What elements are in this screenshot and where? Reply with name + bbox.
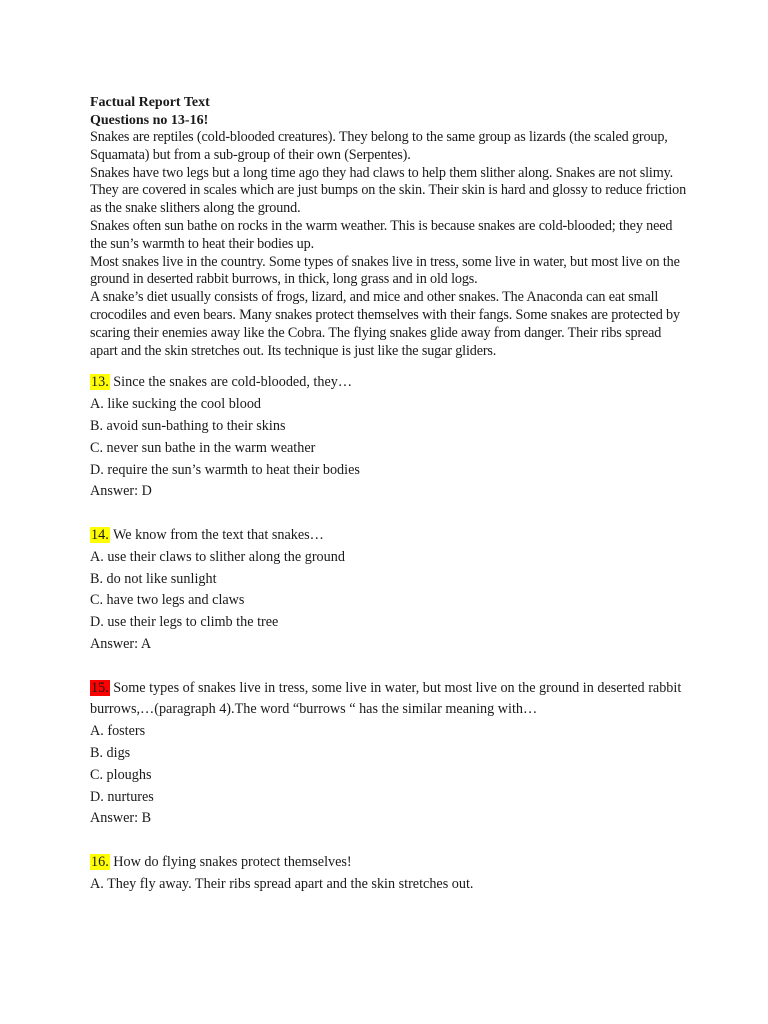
answer-key: Answer: D	[90, 483, 152, 500]
question-text: We know from the text that snakes…	[109, 526, 324, 543]
answer-option: A. like sucking the cool blood	[90, 396, 262, 413]
question-14	[90, 525, 690, 656]
answer-option: B. avoid sun-bathing to their skins	[90, 417, 286, 434]
passage-paragraph-3: Snakes often sun bathe on rocks in the warm weather. This is because snakes are cold-blooded; they need the sun’s warmth to heat their bodies up.	[90, 217, 673, 252]
answer-option: C. have two legs and claws	[90, 592, 245, 609]
passage-paragraph-4: Most snakes live in the country. Some types of snakes live in tress, some live in water, but most live on the ground in deserted rabbit burrows, in thick, long grass and in old logs.	[90, 253, 680, 288]
answer-option: C. never sun bathe in the warm weather	[90, 439, 316, 456]
answer-option: A. use their claws to slither along the ground	[90, 548, 345, 565]
answer-key: Answer: A	[90, 635, 152, 652]
question-text: Some types of snakes live in tress, some live in water, but most live on the ground in deserted rabbit burrows,…(paragraph 4).The word “burrows “ has the similar meaning with…	[90, 679, 682, 718]
question-stem	[90, 372, 690, 394]
answer-option: C. ploughs	[90, 766, 152, 783]
answer-option: A. They fly away. Their ribs spread apart and the skin stretches out.	[90, 875, 474, 892]
answer-option: D. nurtures	[90, 788, 154, 805]
questions-heading: Questions no 13-16!	[90, 112, 209, 128]
question-stem	[90, 852, 690, 874]
answer-option: D. use their legs to climb the tree	[90, 614, 279, 631]
question-number-highlight: 14.	[91, 526, 109, 543]
passage-paragraph-2: Snakes have two legs but a long time ago they had claws to help them slither along. Snakes are not slimy. They are covered in scales which are just bumps on the skin. Their skin is hard and glossy to reduce friction as the snake slithers along the ground.	[90, 164, 687, 217]
document-page	[90, 94, 690, 895]
answer-key: Answer: B	[90, 810, 152, 827]
answer-option: B. do not like sunlight	[90, 570, 217, 587]
answer-option: D. require the sun’s warmth to heat their bodies	[90, 461, 360, 478]
document-title: Factual Report Text	[90, 95, 210, 110]
answer-option: B. digs	[90, 744, 131, 761]
question-number-highlight: 16.	[91, 853, 109, 870]
question-number-highlight: 15.	[91, 679, 109, 696]
question-stem	[90, 678, 690, 722]
passage-paragraph-1: Snakes are reptiles (cold-blooded creatures). They belong to the same group as lizards (the scaled group, Squamata) but from a sub-group of their own (Serpentes).	[90, 129, 668, 163]
question-text: How do flying snakes protect themselves!	[109, 853, 352, 870]
answer-option: A. fosters	[90, 723, 146, 740]
question-15	[90, 678, 690, 831]
question-stem	[90, 525, 690, 547]
reading-passage	[90, 129, 690, 360]
question-13	[90, 372, 690, 503]
passage-paragraph-5: A snake’s diet usually consists of frogs, lizard, and mice and other snakes. The Anaconda can eat small crocodiles and even bears. Many snakes protect themselves with their fangs. Some snakes are protected by scaring their enemies away like the Cobra. The flying snakes glide away from danger. Their ribs spread apart and the skin stretches out. Its technique is just like the sugar gliders.	[90, 289, 680, 359]
question-text: Since the snakes are cold-blooded, they…	[109, 374, 353, 391]
question-16	[90, 852, 690, 896]
question-number-highlight: 13.	[91, 374, 109, 391]
